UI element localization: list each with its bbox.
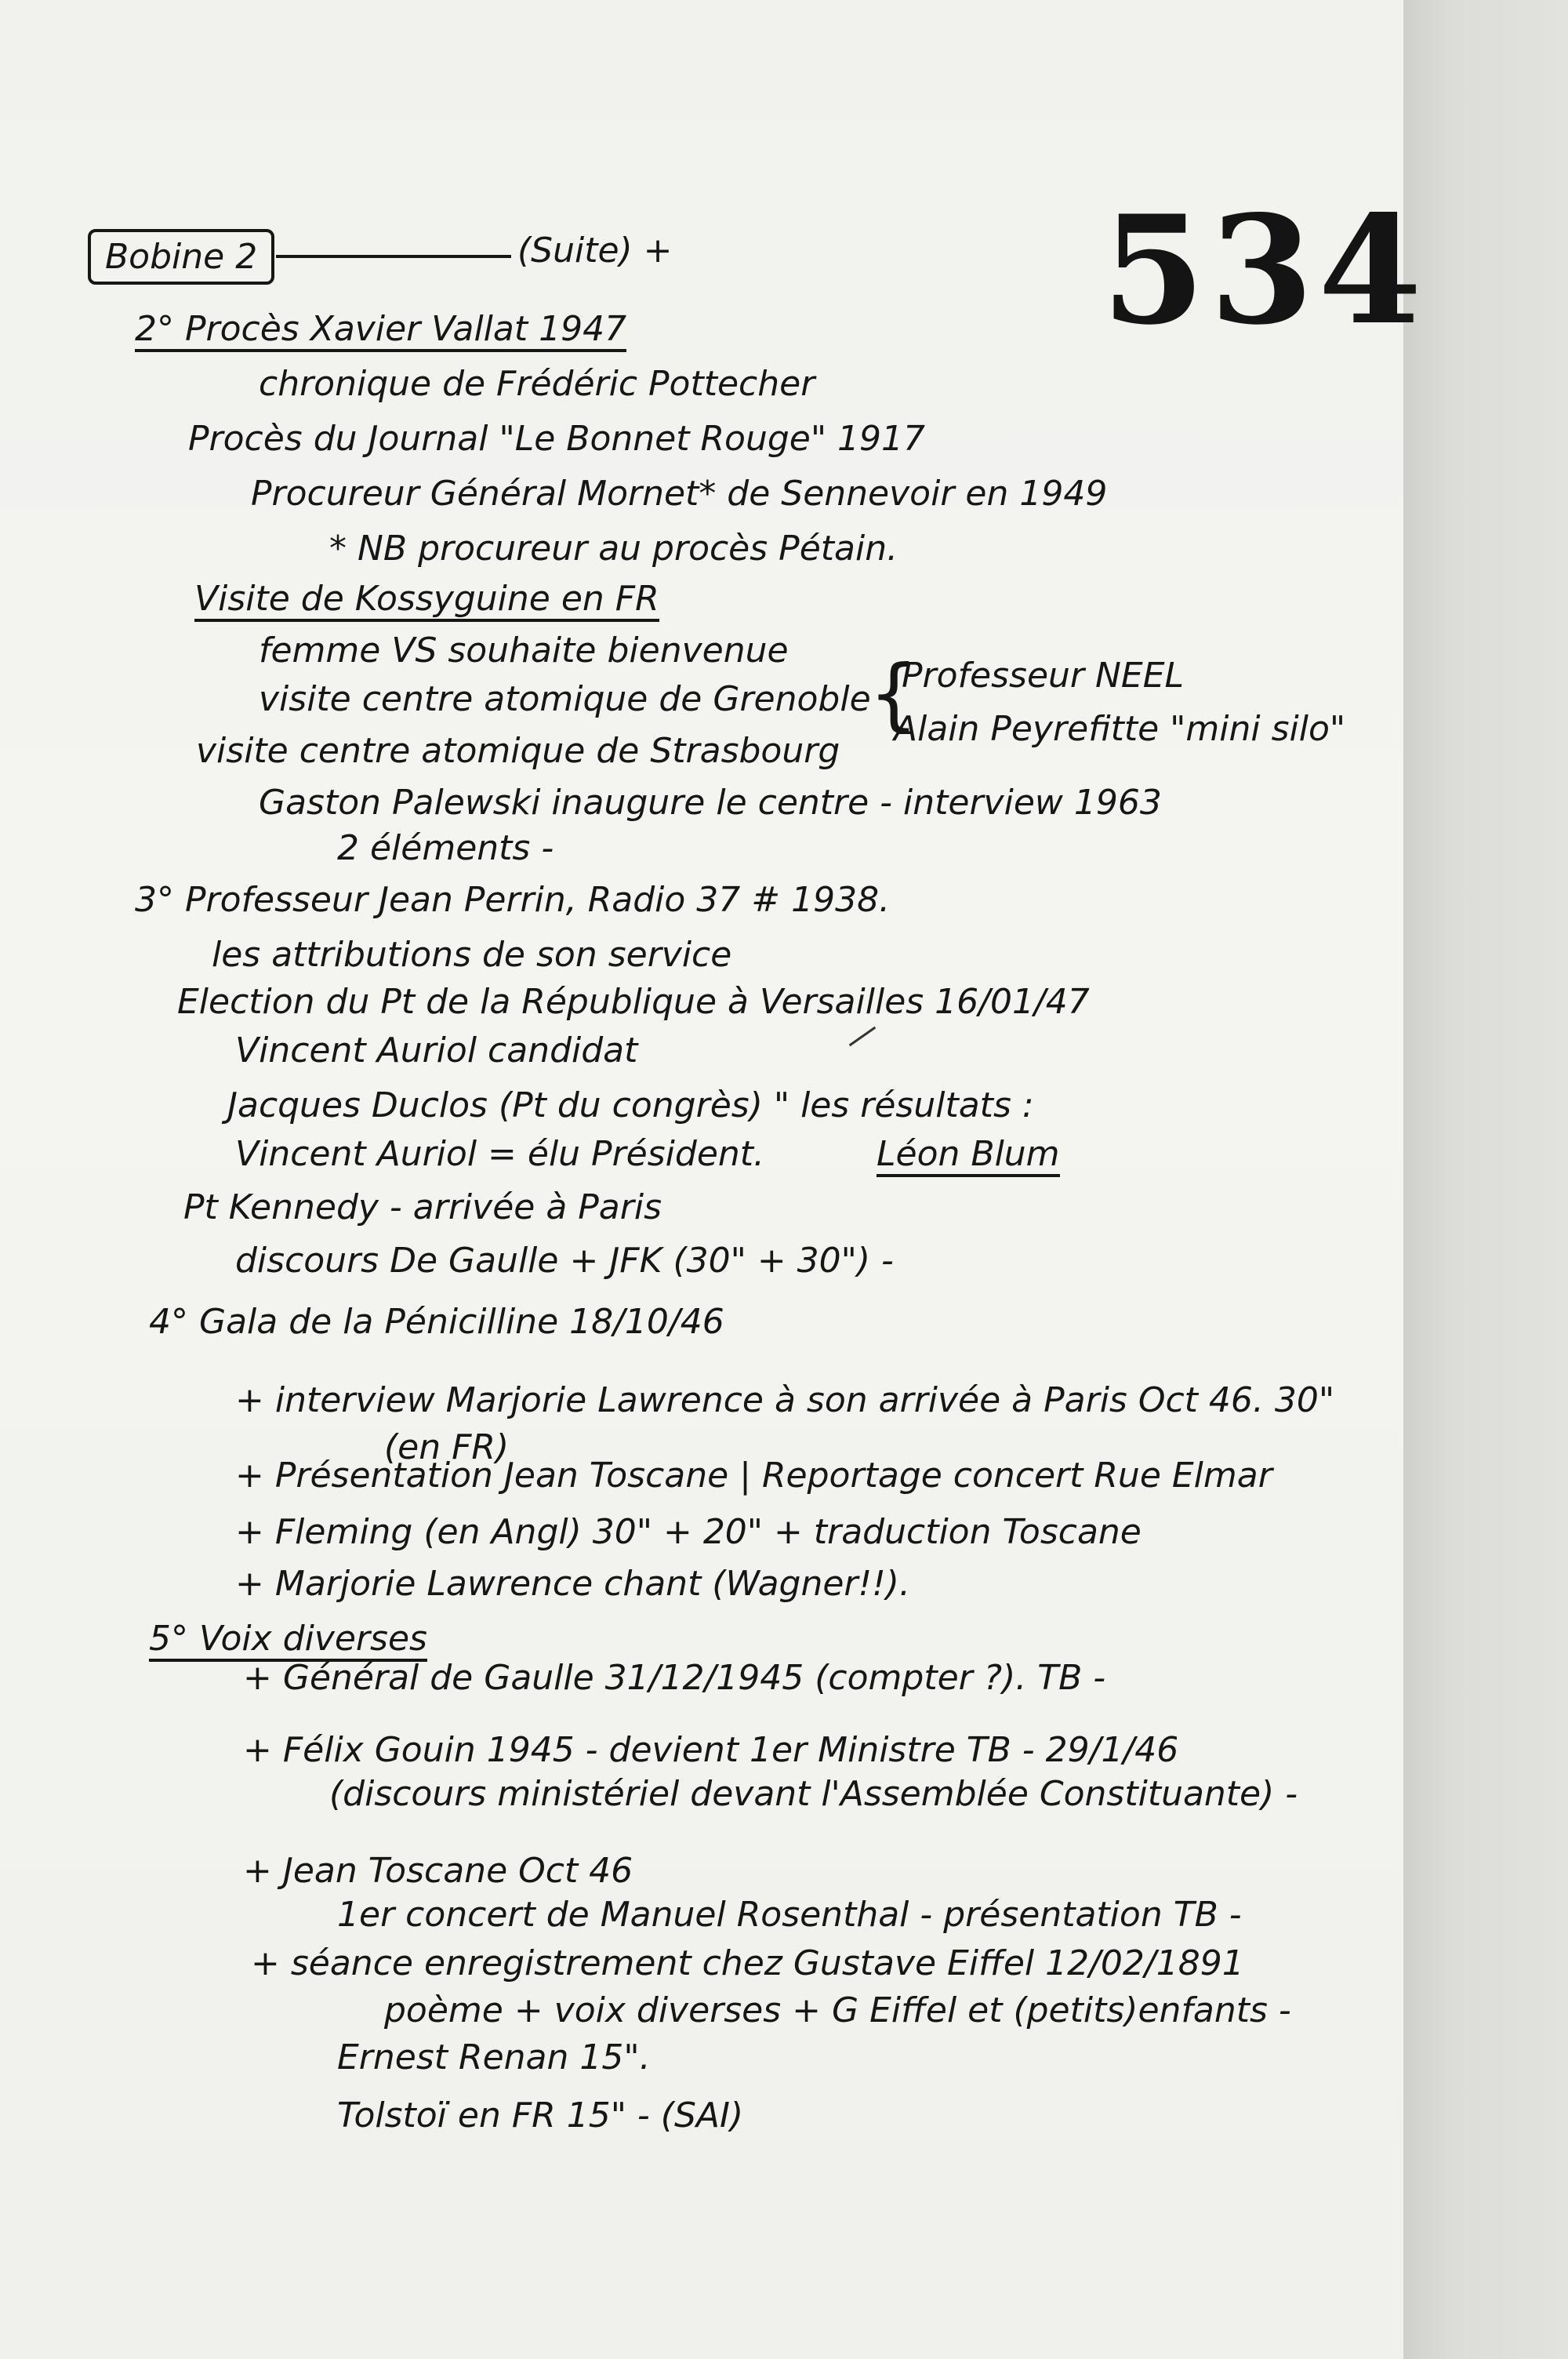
- line-text: Vincent Auriol = élu Président.: [235, 1134, 765, 1174]
- line-text: [877, 1136, 1060, 1173]
- line-text: Election du Pt de la République à Versailles 16/01/47: [177, 982, 1090, 1022]
- line-text-underlined: Visite de Kossyguine en FR: [194, 579, 659, 622]
- line-text: Professeur NEEL: [902, 656, 1185, 696]
- line-text: + séance enregistrement chez Gustave Eiffel 12/02/1891: [251, 1943, 1244, 1983]
- line-text-underlined: 5° Voix diverses: [149, 1619, 427, 1662]
- line-text: Tolstoï en FR 15" - (SAI): [337, 2095, 744, 2135]
- archive-stamp-number: 534: [1102, 183, 1427, 358]
- line-text: Ernest Renan 15".: [337, 2037, 651, 2077]
- line-text: visite centre atomique de Strasbourg: [196, 731, 840, 771]
- line-text: Gaston Palewski inaugure le centre - interview 1963: [259, 783, 1162, 823]
- reel-label-box: Bobine 2: [88, 229, 274, 285]
- line-text: (discours ministériel devant l'Assemblée Constituante) -: [329, 1774, 1298, 1814]
- line-text: poème + voix diverses + G Eiffel et (petits)enfants -: [384, 1990, 1291, 2030]
- line-text: 2° Procès Xavier Vallat 1947: [135, 309, 626, 352]
- brace-mark: {: [869, 648, 919, 740]
- line-text: + Présentation Jean Toscane | Reportage concert Rue Elmar: [235, 1456, 1272, 1496]
- line-text: + Général de Gaulle 31/12/1945 (compter ?). TB -: [243, 1658, 1106, 1698]
- line-text: femme VS souhaite bienvenue: [259, 631, 789, 671]
- line-text: chronique de Frédéric Pottecher: [259, 364, 815, 404]
- line-text: discours De Gaulle + JFK (30" + 30") -: [235, 1241, 894, 1281]
- line-text: * NB procureur au procès Pétain.: [329, 529, 898, 569]
- header-suite: (Suite) +: [517, 231, 673, 271]
- header-dash-line: [276, 255, 511, 258]
- line-text: Procès du Journal "Le Bonnet Rouge" 1917: [188, 419, 926, 459]
- page-edge: [1403, 0, 1568, 2359]
- line-text: visite centre atomique de Grenoble: [259, 679, 871, 719]
- line-text: + Jean Toscane Oct 46: [243, 1851, 633, 1891]
- line-section-4-title: 4° Gala de la Pénicilline 18/10/46: [149, 1302, 724, 1342]
- line-section-3-title: 3° Professeur Jean Perrin, Radio 37 # 1938.: [135, 880, 891, 920]
- line-text: + Fleming (en Angl) 30" + 20" + traduction Toscane: [235, 1512, 1142, 1552]
- line-section-5-title: [149, 1620, 427, 1658]
- line-text: + Marjorie Lawrence chant (Wagner!!).: [235, 1564, 910, 1604]
- line-text: 1er concert de Manuel Rosenthal - présentation TB -: [337, 1895, 1242, 1935]
- line-section-2-title: [135, 311, 626, 348]
- line-text: les attributions de son service: [212, 935, 732, 975]
- line-text: Procureur Général Mornet* de Sennevoir en 1949: [251, 474, 1108, 514]
- line-text: Jacques Duclos (Pt du congrès) " les résultats :: [227, 1085, 1034, 1125]
- line-text: Vincent Auriol candidat: [235, 1030, 638, 1070]
- line-text: [194, 580, 659, 618]
- line-text: Alain Peyrefitte "mini silo": [894, 709, 1346, 749]
- line-text: + Félix Gouin 1945 - devient 1er Ministre TB - 29/1/46: [243, 1730, 1179, 1770]
- line-text: 2 éléments -: [337, 828, 554, 868]
- line-text: Pt Kennedy - arrivée à Paris: [183, 1187, 662, 1227]
- line-text: (en FR): [384, 1427, 510, 1467]
- line-text-underlined: Léon Blum: [877, 1134, 1060, 1177]
- line-text: + interview Marjorie Lawrence à son arrivée à Paris Oct 46. 30": [235, 1380, 1335, 1420]
